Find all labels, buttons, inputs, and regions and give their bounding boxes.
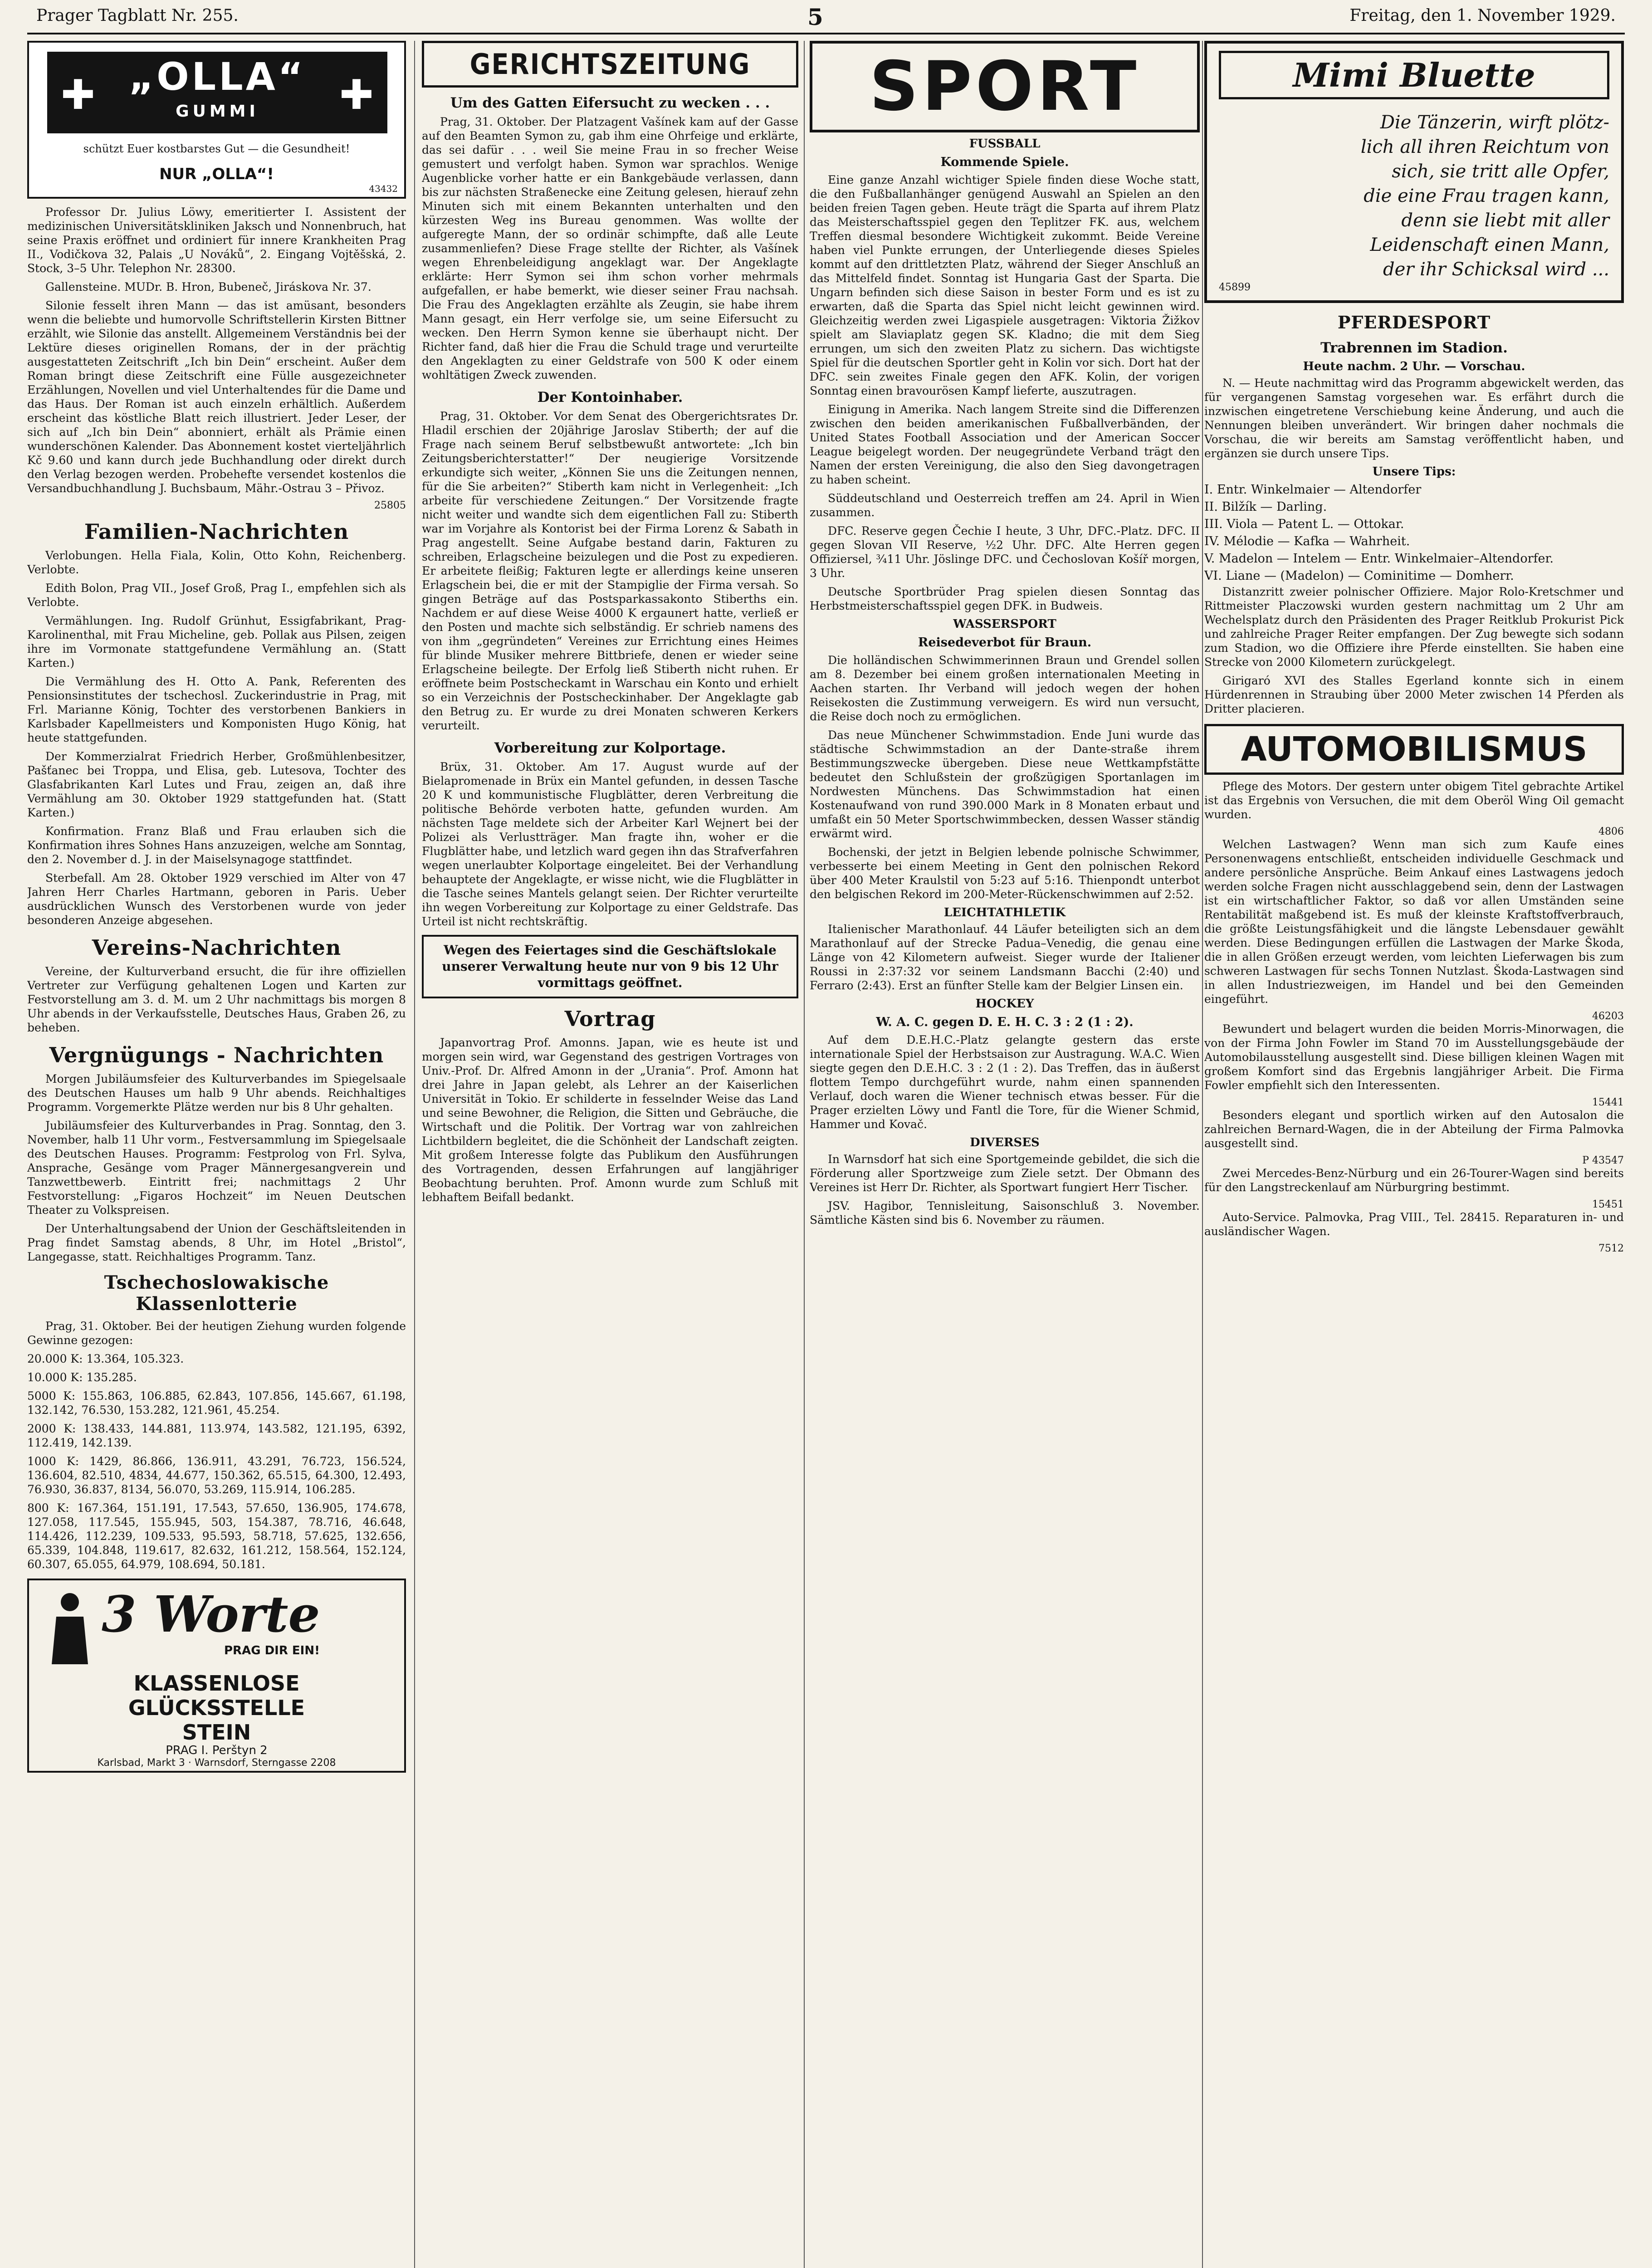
vortrag-heading: Vortrag (564, 1007, 656, 1031)
family-notice: Die Vermählung des H. Otto A. Pank, Referenten des Pensionsinstitutes der tschechosl. Zuckerindustrie in Prag, mit Frl. Marianne König, Tochter des verstorbenen Bankiers in Karlsbader Kapellmeisters und Komponisten Hugo König, hat heute stattgefunden. (27, 675, 406, 744)
lotto-row: 10.000 K: 135.285. (27, 1371, 137, 1384)
lotto-row: 20.000 K: 13.364, 105.323. (27, 1352, 184, 1365)
section-heading: HOCKEY (975, 997, 1034, 1011)
paper-issue: Prager Tagblatt Nr. 255. (36, 6, 239, 25)
ad-number: 4806 (1598, 826, 1624, 837)
stein-name (29, 1671, 404, 1745)
tip-item: V. Madelon — Intelem — Entr. Winkelmaier–Altendorfer. (1204, 552, 1554, 566)
section-heading: DIVERSES (970, 1136, 1040, 1149)
pferdesport-heading: PFERDESPORT (1337, 312, 1491, 332)
article-title: Um des Gatten Eifersucht zu wecken . . . (450, 95, 770, 111)
vergnuegungs-heading: Vergnügungs - Nachrichten (49, 1043, 384, 1067)
tip-item: VI. Liane — (Madelon) — Cominitime — Domherr. (1204, 569, 1514, 583)
silonie-notice: Silonie fesselt ihren Mann — das ist amüsant, besonders wenn die beliebte und humorvolle Schriftstellerin Kirsten Bittner erzählt, wie Silonie das anstellt. Allgemeinem Verständnis bei der Lektüre dieses originellen Romans, der in der prächtig ausgestatteten Zeitschrift „Ich bin Dein“ erscheint. Außer dem Roman bringt diese Zeitschrift eine Fülle ausgezeichneter Erzählungen, Novellen und viel Unterhaltendes für die Dame und das Haus. Der Roman ist auch einzeln erhältlich. Außerdem erscheint das köstliche Blatt reich illustriert. Jeder Leser, der sich auf „Ich bin Dein“ abonniert, erhält als Prämie einen wunderschönen Kalender. Das Abonnement kostet vierteljährlich Kč 9.60 und kann durch jede Buchhandlung oder direkt durch den Verlag bezogen werden. Probehefte versendet kostenlos die Versandbuchhandlung J. Buchsbaum, Mähr.-Ostrau 3 – Přivoz. (27, 299, 406, 495)
automobilismus-banner: AUTOMOBILISMUS (1204, 724, 1624, 775)
quote-line: die eine Frau tragen kann, (1364, 186, 1609, 206)
lotto-row: 5000 K: 155.863, 106.885, 62.843, 107.856, 145.667, 61.198, 132.142, 76.530, 153.282, 121.961, 45.254. (27, 1389, 406, 1417)
article-body: JSV. Hagibor, Tennisleitung, Saisonschluß 3. November. Sämtliche Kästen sind bis 6. November zu räumen. (810, 1199, 1200, 1227)
figure-icon (43, 1589, 97, 1667)
article-body: Italienischer Marathonlauf. 44 Läufer beteiligten sich an dem Marathonlauf auf der Strecke Padua–Venedig, die genau eine Länge von 42 Kilometern aufweist. Sieger wurde der Italiener Roussi in 2:37:32 vor seinem Landsmann Bacchi (2:40) und Ferraro (2:43). Erst an fünfter Stelle kam der Belgier Linsen ein. (810, 923, 1200, 992)
tip-item: III. Viola — Patent L. — Ottokar. (1204, 517, 1404, 531)
column-2 (422, 41, 798, 2268)
article-title: Der Kontoinhaber. (537, 389, 683, 406)
olla-tagline: NUR „OLLA“! (159, 165, 274, 183)
article-body: Auf dem D.E.H.C.-Platz gelangte gestern das erste internationale Spiel der Herbstsaison zur Austragung. W.A.C. Wien siegte gegen den D.E.H.C. 3 : 2 (1 : 2). Das Treffen, das in äußerst flottem Tempo durchgeführt wurde, nahm einen spannenden Verlauf, doch waren die Wiener technisch etwas besser. Für die Prager erzielten Löwy und Fantl die Tore, für die Wiener Schmid, Hammer und Kovač. (810, 1033, 1200, 1131)
gerichtszeitung-banner: GERICHTSZEITUNG (422, 41, 798, 88)
tips-list (1204, 481, 1624, 585)
vereins-notice: Vereine, der Kulturverband ersucht, die für ihre offiziellen Vertreter zur Verfügung gehaltenen Logen und Karten zur Festvorstellung am 3. d. M. um 2 Uhr nachmittags bis morgen 8 Uhr abends in der Verkaufsstelle, Deutsches Haus, Graben 26, zu beheben. (27, 965, 406, 1034)
article-title: Trabrennen im Stadion. (1320, 340, 1508, 356)
ad-number: 43432 (369, 183, 398, 194)
olla-fine-print: schützt Euer kostbarstes Gut — die Gesundheit! (83, 142, 350, 155)
tip-item: II. Bilžík — Darling. (1204, 500, 1327, 514)
article-body: Japanvortrag Prof. Amonns. Japan, wie es heute ist und morgen sein wird, war Gegenstand des gestrigen Vortrages von Univ.-Prof. Dr. Alfred Amonn in der „Urania“. Prof. Amonn hat drei Jahre in Japan gelebt, als Lehrer an der Kaiserlichen Universität in Tokio. Er schilderte in fesselnder Weise das Land und seine Bewohner, die Religion, die Sitten und Gebräuche, die Wirtschaft und die Politik. Der Vortrag war von zahlreichen Lichtbildern begleitet, die die Schönheit der Landschaft zeigten. Mit großem Interesse folgte das Publikum den Ausführungen des Vortragenden, dessen Erfahrungen auf langjähriger Beobachtung beruhten. Prof. Amonn wurde zum Schluß mit lebhaftem Beifall bedankt. (422, 1036, 798, 1204)
article-body: Einigung in Amerika. Nach langem Streite sind die Differenzen zwischen den beiden amerikanischen Fußballverbänden, der United States Football Association und der American Soccer League beigelegt worden. Der neugegründete Verband trägt den Namen der ersten Vereinigung, die also den Sieg davongetragen zu haben scheint. (810, 403, 1200, 486)
article-body: Welchen Lastwagen? Wenn man sich zum Kaufe eines Personenwagens entschließt, entscheiden individuelle Geschmack und andere persönliche Ansprüche. Beim Ankauf eines Lastwagens jedoch werden solche Fragen nicht ausschlaggebend sein, denn der Lastwagen ist ein wirtschaftlicher Faktor, so daß vor allen Umständen seine Rentabilität maßgebend ist. Es muß der kleinste Kraftstoffverbrauch, die größte Leistungsfähigkeit und die längste Lebensdauer gewählt werden. Diese Bedingungen erfüllen die Lastwagen der Marke Škoda, die in allen Größen erzeugt werden, vom leichten Lieferwagen bis zum schweren Lastwagen für sechs Tonnen Nutzlast. Škoda-Lastwagen sind in allen Industriezweigen, im Handel und bei den Gemeinden eingeführt. (1204, 838, 1624, 1006)
olla-brand: „OLLA“ (129, 54, 306, 99)
lotto-row: 2000 K: 138.433, 144.881, 113.974, 143.582, 121.195, 6392, 112.419, 142.139. (27, 1422, 406, 1449)
ad-number: P 43547 (1582, 1155, 1624, 1166)
column-divider (1202, 41, 1203, 2268)
article-body: DFC. Reserve gegen Čechie I heute, 3 Uhr, DFC.-Platz. DFC. II gegen Slovan VII Reserve, ½2 Uhr. DFC. Alte Herren gegen Offiziersel, ¾11 Uhr. Jöslinge DFC. und Čechoslovan Košíř morgen, 3 Uhr. (810, 524, 1200, 580)
family-notice: Sterbefall. Am 28. Oktober 1929 verschied im Alter von 47 Jahren Herr Charles Hartmann, geboren in Paris. Ueber ausdrücklichen Wunsch des Verstorbenen wurde von jeder besonderen Anzeige abgesehen. (27, 871, 406, 927)
olla-ad (27, 41, 406, 199)
article-body: Prag, 31. Oktober. Der Platzagent Vašínek kam auf der Gasse auf den Beamten Symon zu, gab ihm eine Ohrfeige und erklärte, das sei dafür . . . weil Sie meine Frau in so frecher Weise gemustert und verfolgt haben. Symon war sprachlos. Wenige Augenblicke vorher hatte er ein Bankgebäude verlassen, dann bis zur nächsten Straßenecke eine Zeitung gelesen, hierauf zehn Minuten sich mit einem Bekannten unterhalten und den kürzesten Weg ins Bureau genommen. Was wollte der aufgeregte Mann, der so ordinär schimpfte, daß alle Leute zusammenliefen? Diese Frage stellte der Richter, als Vašínek wegen Ehrenbeleidigung angeklagt war. Der Angeklagte erklärte: Herr Symon sei ihm schon vorher mehrmals aufgefallen, er habe bemerkt, wie dieser seiner Frau nachsah. Die Frau des Angeklagten erzählte als Zeugin, sie habe ihrem Mann gesagt, ein Herr verfolge sie, um seine Eifersucht zu wecken. Den Herrn Symon kenne sie überhaupt nicht. Der Richter fand, daß hier die Frau die Schuld trage und verurteilte den Angeklagten zu einer Geldstrafe von 500 K oder einem wohltätigen Zweck zuwenden. (422, 115, 798, 381)
stein-line: GLÜCKSSTELLE (128, 1696, 305, 1720)
ad-number: 45899 (1219, 282, 1251, 293)
stein-address: PRAG I. Perštyn 2 (166, 1744, 268, 1757)
article-body: Bewundert und belagert wurden die beiden Morris-Minorwagen, die von der Firma John Fowler im Stand 70 im Ausstellungsgebäude der Automobilausstellung ausgestellt sind. Diese billigen kleinen Wagen mit großem Komfort sind das Ergebnis langjähriger Arbeit. Die Firma Fowler empfiehlt sich den Interessenten. (1204, 1022, 1624, 1092)
tip-item: IV. Mélodie — Kafka — Wahrheit. (1204, 534, 1410, 548)
article-body: Bochenski, der jetzt in Belgien lebende polnische Schwimmer, verbesserte bei einem Meeting in Gent den polnischen Rekord über 400 Meter Kraulstil von 5:23 auf 5:16. Thienpondt unterbot den belgischen Rekord im 200-Meter-Rückenschwimmen auf 2:52. (810, 846, 1200, 901)
quote-line: Leidenschaft einen Mann, (1370, 235, 1609, 255)
column-4 (1204, 41, 1624, 2268)
article-title: Vorbereitung zur Kolportage. (494, 740, 726, 756)
stein-line: STEIN (182, 1720, 251, 1745)
family-notice: Verlobungen. Hella Fiala, Kolin, Otto Kohn, Reichenberg. Verlobte. (27, 549, 406, 576)
event-notice: Der Unterhaltungsabend der Union der Geschäftsleitenden in Prag findet Samstag abends, 8 Uhr, im Hotel „Bristol“, Langegasse, statt. Reichhaltiges Programm. Tanz. (27, 1222, 406, 1263)
article-subtitle: Heute nachm. 2 Uhr. — Vorschau. (1303, 360, 1525, 373)
lotto-intro: Prag, 31. Oktober. Bei der heutigen Ziehung wurden folgende Gewinne gezogen: (27, 1320, 406, 1347)
family-notice: Konfirmation. Franz Blaß und Frau erlauben sich die Konfirmation ihres Sohnes Hans anzuzeigen, welche am Sonntag, den 2. November d. J. in der Maiselsynagoge stattfindet. (27, 825, 406, 866)
vereins-heading: Vereins-Nachrichten (92, 935, 342, 960)
ad-number: 15451 (1592, 1199, 1624, 1210)
stein-address-2: Karlsbad, Markt 3 · Warnsdorf, Sterngasse 2208 (97, 1757, 336, 1769)
article-body: Eine ganze Anzahl wichtiger Spiele finden diese Woche statt, die den Fußballanhänger genügend Auswahl an Spielen an den beiden freien Tagen geben. Heute trägt die Sparta auf ihrem Platz das Meisterschaftsspiel gegen den Teplitzer FK. aus, welchem Treffen diesmal besondere Wichtigkeit zukommt. Beide Vereine haben viel Punkte errungen, der Unterliegende dieses Spieles kommt auf den drittletzten Platz, während der Sieger Anschluß an das Mittelfeld findet. Sonntag ist Hungaria Gast der Sparta. Die Ungarn befinden sich diese Saison in bester Form und es ist zu erwarten, daß die Sparta das Spiel nicht leicht gewinnen wird. Gleichzeitig werden zwei Ligaspiele ausgetragen: Viktoria Žižkov spielt am Slaviaplatz gegen SK. Kladno; die mit dem Sieg errungen, um sich den zweiten Platz zu sichern. Das wichtigste Spiel für die deutschen Sportler geht in Kolin vor sich. Dort hat der DFC. sein zweites Finale gegen den AFK. Kolin, der vorigen Sonntag einen bravourösen Kampf lieferte, auszutragen. (810, 173, 1200, 397)
mimi-title: Mimi Bluette (1219, 51, 1609, 99)
column-3 (810, 41, 1200, 2268)
article-body: Deutsche Sportbrüder Prag spielen diesen Sonntag das Herbstmeisterschaftsspiel gegen DFK. in Budweis. (810, 585, 1200, 612)
article-body: Das neue Münchener Schwimmstadion. Ende Juni wurde das städtische Schwimmstadion an der Dante-straße ihrem Bestimmungszwecke übergeben. Diese neue Wettkampfstätte bedeutet den Schlußstein der großzügigen Sportanlagen im Nordwesten Münchens. Das Schwimmstadion hat einen Kostenaufwand von rund 390.000 Mark in 8 Monaten erbaut und umfaßt ein 50 Meter Sportschwimmbecken, dessen Wasser ständig erwärmt wird. (810, 728, 1200, 840)
quote-line: sich, sie tritt alle Opfer, (1392, 161, 1609, 182)
article-body: Zwei Mercedes-Benz-Nürburg und ein 26-Tourer-Wagen sind bereits für den Langstreckenlauf am Nürburgring bestimmt. (1204, 1167, 1624, 1194)
article-body: Pflege des Motors. Der gestern unter obigem Titel gebrachte Artikel ist das Ergebnis von Versuchen, die mit dem Oberöl Wing Oil gemacht wurden. (1204, 780, 1624, 821)
event-notice: Morgen Jubiläumsfeier des Kulturverbandes im Spiegelsaale des Deutschen Hauses um halb 9 Uhr abends. Reichhaltiges Programm. Vorgemerkte Plätze werden nur bis 8 Uhr gehalten. (27, 1072, 406, 1114)
lotto-row: 1000 K: 1429, 86.866, 136.911, 43.291, 76.723, 156.524, 136.604, 82.510, 4834, 44.677, 150.362, 65.515, 64.300, 12.493, 76.930, 36.837, 8134, 56.070, 53.269, 115.914, 106.285. (27, 1455, 406, 1496)
section-heading: LEICHTATHLETIK (943, 906, 1066, 919)
ad-number: 15441 (1592, 1097, 1624, 1108)
mimi-quote (1219, 110, 1609, 282)
quote-line: der ihr Schicksal wird ... (1383, 259, 1609, 280)
tip-item: I. Entr. Winkelmaier — Altendorfer (1204, 483, 1422, 497)
ad-number: 7512 (1598, 1243, 1624, 1254)
article-title: Reisedeverbot für Braun. (918, 635, 1092, 650)
column-divider (804, 41, 805, 2268)
stein-ad (27, 1579, 406, 1773)
cross-icon: ✚ (61, 71, 95, 119)
familien-heading: Familien-Nachrichten (84, 519, 349, 544)
article-body: N. — Heute nachmittag wird das Programm abgewickelt werden, das für vergangenen Samstag vorgesehen war. Es erfährt durch die inzwischen eingetretene Verschiebung keine Änderung, und auch die Nennungen bleiben unverändert. Wir bringen daher nochmals die Vorschau, die wir bereits am Samstag veröffentlicht haben, und ergänzen sie durch unsere Tips. (1204, 376, 1624, 460)
notice: Professor Dr. Julius Löwy, emeritierter I. Assistent der medizinischen Universitätskliniken Jaksch und Nonnenbruch, hat seine Praxis eröffnet und ordiniert für innere Krankheiten Prag II., Vodičkova 32, Palais „U Nováků“, 2. Eingang Vojtěšská, 2. Stock, 3–5 Uhr. Telephon Nr. 28300. (27, 205, 406, 275)
article-body: Prag, 31. Oktober. Vor dem Senat des Obergerichtsrates Dr. Hladil erschien der 20jährige Jaroslav Stiberth; der auf die Frage nach seinem Beruf selbstbewußt antwortete: „Ich bin Zeitungsberichterstatter!“ Der neugierige Vorsitzende erkundigte sich weiter, „Können Sie uns die Zeitungen nennen, für die Sie arbeiten?“ Stiberth kam nicht in Verlegenheit: „Ich arbeite für verschiedene Zeitungen.“ Der Vorsitzende fragte nicht weiter und wandte sich dem eigentlichen Fall zu: Stiberth war im Vorjahre als Kontorist bei der Firma Lorenz & Sabath in Prag angestellt. Seine Aufgabe bestand darin, Fakturen zu schreiben, Erlagscheine beizulegen und die Post zu expedieren. Er arbeitete fleißig; Fakturen legte er allerdings keine unseren Erlagschein bei, die er mit der Stampiglie der Firma versah. So gingen Beträge auf das Postsparkassakonto Stiberths ein. Nachdem er auf diese Weise 4000 K ergaunert hatte, verließ er den Posten und machte sich selbständig. Er schrieb namens des von ihm „gegründeten“ Vereines zur Errichtung eines Heimes für blinde Musiker mehrere Bittbriefe, denen er wieder seine Erlagscheine beilegte. Der Erfolg ließ Stiberth nicht ruhen. Er eröffnete beim Postscheckamt in Warschau ein Konto und erhielt so ein Verzeichnis der Postscheckinhaber. Der Angeklagte gab den Betrug zu. Er wurde zu drei Monaten schweren Kerkers verurteilt. (422, 410, 798, 732)
paper-date: Freitag, den 1. November 1929. (1349, 6, 1616, 25)
lotto-heading: Tschechoslowakische Klassenlotterie (104, 1272, 329, 1315)
article-body: In Warnsdorf hat sich eine Sportgemeinde gebildet, die sich die Förderung aller Sportzweige zum Ziele setzt. Der Obmann des Vereines ist Herr Dr. Richter, als Sportwart fungiert Herr Tischer. (810, 1153, 1200, 1194)
quote-line: lich all ihren Reichtum von (1360, 137, 1609, 157)
stein-title: 3 Worte (102, 1585, 320, 1643)
olla-sub: GUMMI (176, 102, 259, 121)
family-notice: Edith Bolon, Prag VII., Josef Groß, Prag I., empfehlen sich als Verlobte. (27, 582, 406, 609)
article-title: W. A. C. gegen D. E. H. C. 3 : 2 (1 : 2). (876, 1015, 1134, 1029)
article-body: Die holländischen Schwimmerinnen Braun und Grendel sollen am 8. Dezember bei einem großen internationalen Meeting in Aachen starten. Ihr Verband will jedoch wegen der hohen Reisekosten die Zustimmung verweigern. Es wird nun versucht, die Reise doch noch zu ermöglichen. (810, 654, 1200, 723)
article-body: Süddeutschland und Oesterreich treffen am 24. April in Wien zusammen. (810, 492, 1200, 519)
tips-heading: Unsere Tips: (1372, 465, 1456, 479)
notice: Gallensteine. MUDr. B. Hron, Bubeneč, Jiráskova Nr. 37. (45, 280, 371, 293)
article-body: Brüx, 31. Oktober. Am 17. August wurde auf der Bielapromenade in Brüx ein Mantel gefunden, in dessen Tasche 20 K und kommunistische Flugblätter, deren Verbreitung die politische Behörde verboten hatte, gefunden wurden. Am nächsten Tage meldete sich der Arbeiter Karl Wejnert bei der Polizei als Verlustträger. Man fragte ihn, woher er die Flugblätter habe, und letzlich ward gegen ihn das Strafverfahren wegen unerlaubter Kolportage eingeleitet. Bei der Verhandlung behauptete der Angeklagte, er wisse nicht, wie die Flugblätter in die Tasche seines Mantels gelangt seien. Der Richter verurteilte ihn wegen Vorbereitung zur Kolportage zu einer Geldstrafe. Das Urteil ist nicht rechtskräftig. (422, 760, 798, 928)
article-title: Kommende Spiele. (940, 155, 1069, 169)
lotto-row: 800 K: 167.364, 151.191, 17.543, 57.650, 136.905, 174.678, 127.058, 117.545, 155.945, 503, 154.387, 78.716, 46.648, 114.426, 112.239, 109.533, 95.593, 58.718, 57.625, 132.656, 65.339, 104.848, 119.617, 82.632, 161.212, 158.564, 152.124, 60.307, 65.055, 64.979, 108.694, 50.181. (27, 1501, 406, 1571)
quote-line: Die Tänzerin, wirft plötz- (1380, 112, 1609, 133)
lotto-results (27, 1352, 406, 1571)
column-divider (414, 41, 415, 2268)
family-notice: Vermählungen. Ing. Rudolf Grünhut, Essigfabrikant, Prag-Karolinenthal, mit Frau Micheline, geb. Pollak aus Pilsen, zeigen ihre im Vormonate stattgefundene Vermählung an. (Statt Karten.) (27, 614, 406, 670)
page-number: 5 (807, 4, 823, 30)
ad-number: 46203 (1592, 1011, 1624, 1022)
stein-line: KLASSENLOSE (133, 1671, 300, 1696)
event-notice: Jubiläumsfeier des Kulturverbandes in Prag. Sonntag, den 3. November, halb 11 Uhr vorm., Festversammlung im Spiegelsaale des Deutschen Hauses. Programm: Festprolog von Frl. Sylva, Ansprache, Gesänge vom Prager Männergesangverein und Tanzwettbewerb. Eintritt frei; nachmittags 2 Uhr Festvorstellung: „Figaros Hochzeit“ im Neuen Deutschen Theater zu Volkspreisen. (27, 1119, 406, 1217)
sport-banner: SPORT (810, 41, 1200, 132)
ad-number: 25805 (374, 500, 406, 511)
article-body: Auto-Service. Palmovka, Prag VIII., Tel. 28415. Reparaturen in- und ausländischer Wagen. (1204, 1211, 1624, 1238)
article-body: Distanzritt zweier polnischer Offiziere. Major Rolo-Kretschmer und Rittmeister Placzowski wurden gestern nachmittag um 2 Uhr am Wechelsplatz durch den Präsidenten des Prager Reitklub Prokurist Pick und zahlreiche Prager Reiter empfangen. Der Zug bewegte sich sodann zum Stadion, wo die Offiziere ihre Pferde einstellten. Sie haben eine Strecke von 2000 Kilometern zurückgelegt. (1204, 585, 1624, 669)
header-rule (27, 33, 1625, 34)
article-body: Besonders elegant und sportlich wirken auf den Autosalon die zahlreichen Bernard-Wagen, die in der Abteilung der Firma Palmovka ausgestellt sind. (1204, 1109, 1624, 1150)
stein-tag: PRAG DIR EIN! (224, 1644, 320, 1657)
family-notice: Der Kommerzialrat Friedrich Herber, Großmühlenbesitzer, Pašťanec bei Troppa, und Elisa, geb. Lutesova, Tochter des Glasfabrikanten Karl Lutes und Frau, zeigen an, daß ihre Vermählung am 30. Oktober 1929 stattgefunden hat. (Statt Karten.) (27, 750, 406, 819)
olla-logo (47, 52, 387, 133)
section-heading: WASSERSPORT (953, 617, 1056, 631)
holiday-notice: Wegen des Feiertages sind die Geschäftslokale unserer Verwaltung heute nur von 9 bis 12 Uhr vormittags geöffnet. (422, 935, 798, 998)
column-1 (27, 41, 406, 2268)
masthead-line (27, 4, 1625, 31)
section-heading: FUSSBALL (969, 137, 1041, 151)
cross-icon: ✚ (339, 71, 374, 119)
article-body: Girigaró XVI des Stalles Egerland konnte sich in einem Hürdenrennen in Straubing über 2000 Meter zwischen 14 Pferden als Dritter placieren. (1204, 674, 1624, 715)
mimi-bluette-ad (1204, 41, 1624, 303)
quote-line: denn sie liebt mit aller (1401, 210, 1609, 231)
